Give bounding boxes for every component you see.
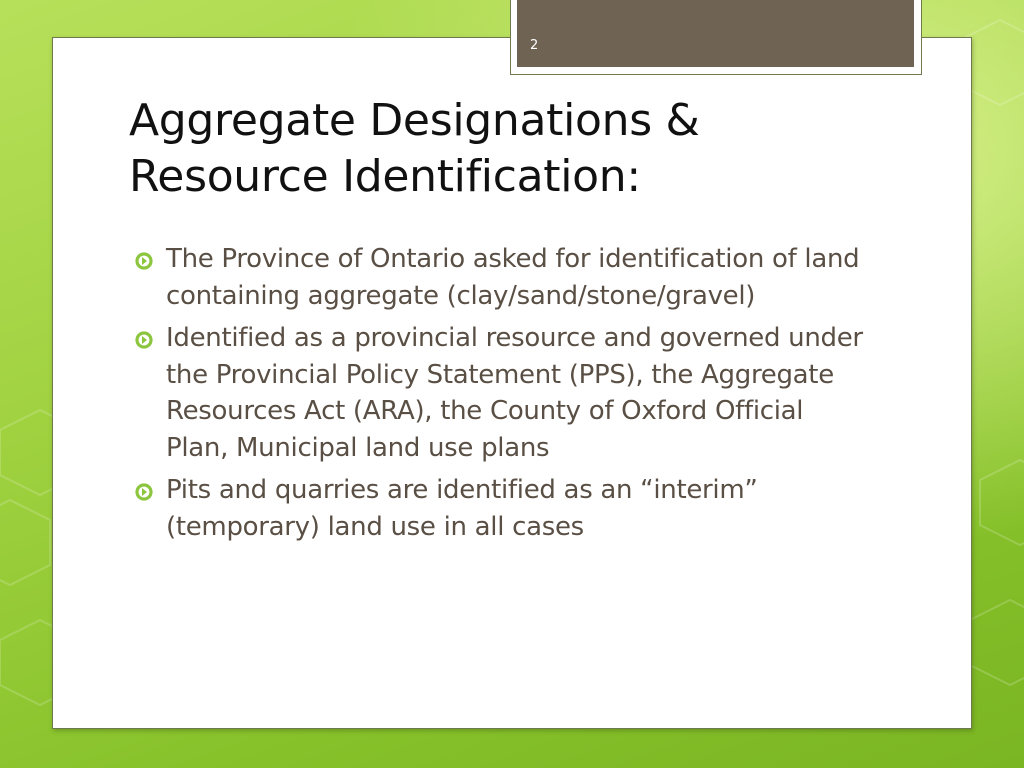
slide-title-line-1: Aggregate Designations & xyxy=(129,95,700,146)
list-item xyxy=(133,320,863,466)
circled-arrow-right-icon xyxy=(135,331,153,349)
bullet-text: Identified as a provincial resource and governed under the Provincial Policy Statement (PPS), the Aggregate Resources Act (ARA), the County of Oxford Official Plan, Municipal land use plans xyxy=(166,323,863,463)
slide-title-line-2: Resource Identification: xyxy=(129,151,641,202)
slide-title xyxy=(129,93,929,205)
list-item xyxy=(133,241,863,314)
circled-arrow-right-icon xyxy=(135,252,153,270)
slide-number-tab xyxy=(517,0,914,67)
bullet-list xyxy=(133,241,863,551)
bullet-text: The Province of Ontario asked for identification of land containing aggregate (clay/sand/stone/gravel) xyxy=(166,244,860,311)
circled-arrow-right-icon xyxy=(135,483,153,501)
slide-number: 2 xyxy=(530,38,539,53)
bullet-text: Pits and quarries are identified as an “interim” (temporary) land use in all cases xyxy=(166,475,758,542)
list-item xyxy=(133,472,863,545)
